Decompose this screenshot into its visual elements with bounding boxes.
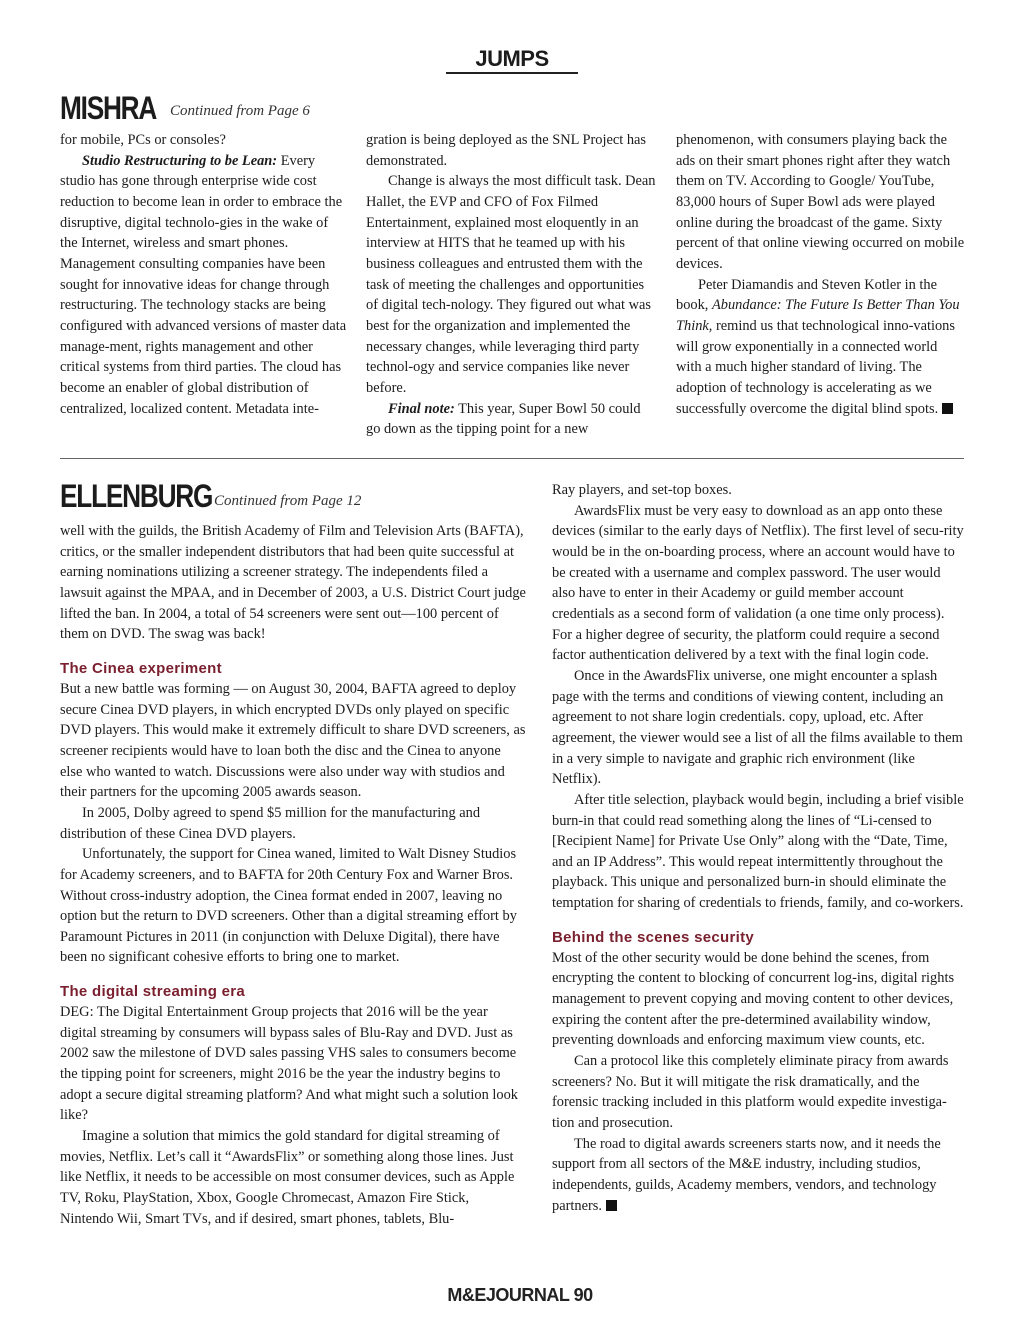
paragraph — [366, 399, 656, 440]
paragraph: In 2005, Dolby agreed to spend $5 million for the manufacturing and distribution of these Cinea DVD players. — [60, 804, 481, 842]
paragraph: gration is being deployed as the SNL Project has demonstrated. — [366, 132, 647, 169]
ellenburg-left-column — [60, 521, 526, 1229]
mishra-column-3 — [676, 130, 966, 419]
mishra-continued: Continued from Page 6 — [170, 103, 310, 119]
run-in-head: Final note: — [388, 400, 455, 417]
paragraph: AwardsFlix must be very easy to download as an app onto these devices (similar to the early days of Netflix). The first level of secu-rity would be in the on-boarding process, where an account would have to be created with a username and complex password. The user would also have to enter in their Academy or guild member account credentials as a second form of validation (a one time only process). For a higher degree of security, the platform could require a second factor authentication delivered by a text with the final login code. — [552, 502, 964, 664]
paragraph: Ray players, and set-top boxes. — [552, 482, 732, 498]
paragraph — [60, 151, 347, 420]
publication-name: M&EJOURNAL — [447, 1285, 570, 1305]
paragraph: Can a protocol like this completely eliminate piracy from awards screeners? No. But it will mitigate the risk dramatically, and the forensic tracking included in this platform would expedite investiga-tion and prosecution. — [552, 1053, 949, 1132]
mishra-column-2 — [366, 130, 656, 440]
mishra-heading: MISHRA — [60, 90, 157, 126]
section-divider — [60, 458, 964, 459]
run-in-head: Studio Restructuring to be Lean: — [82, 152, 278, 169]
subhead-cinea: The Cinea experiment — [60, 659, 222, 677]
paragraph: Change is always the most difficult task. Dean Hallet, the EVP and CFO of Fox Filmed Entertainment, explained most eloquently in an interview at HITS that he teamed up with his business colleagues and entrusted them with the task of meeting the challenges and opportunities of digital tech-nology. They figured out what was best for the organization and implemented the necessary changes, while leveraging third party technol-ogy and service companies like never before. — [366, 173, 656, 396]
mishra-column-1 — [60, 130, 347, 419]
paragraph: Most of the other security would be done behind the scenes, from encrypting the content to blocking of concurrent log-ins, digital rights management to prevent copying and moving content to other devices, expiring the content after the pre-determined availability window, preventing downloads and enforcing maximum view counts, etc. — [552, 949, 955, 1049]
paragraph-text: remind us that technological inno-vations will grow exponentially in a connected world with a much higher standard of living. The adoption of technology is accelerating as we successfully overcome the digital blind spots. — [676, 317, 955, 417]
paragraph: After title selection, playback would begin, including a brief visible burn-in that could read something along the lines of “Li-censed to [Recipient Name] for Private Use Only” along with the “Date, Time, and an IP Address”. This would repeat intermittently throughout the playback. This unique and personalized burn-in should eliminate the temptation for sharing of credentials to friends, family, and co-workers. — [552, 791, 964, 912]
section-label: JUMPS — [475, 46, 549, 71]
paragraph: Once in the AwardsFlix universe, one might encounter a splash page with the terms and conditions of viewing content, including an agreement to not share login credentials. copy, upload, etc. After agreement, the viewer would see a list of all the films available to them in a very simple to navigate and graphic rich environment (like Netflix). — [552, 667, 963, 788]
section-label-rule — [446, 72, 578, 74]
page-number: 90 — [573, 1285, 593, 1305]
paragraph: well with the guilds, the British Academy of Film and Television Arts (BAFTA), critics, or the smaller independent distributors that had been quite successful at earning nominations utilizing a screener strategy. The independents filed a lawsuit against the MPAA, and in December of 2003, a U.S. District Court judge lifted the ban. In 2004, a total of 54 screeners were sent out—100 percent of them on DVD. The swag was back! — [60, 523, 526, 643]
subhead-streaming: The digital streaming era — [60, 983, 246, 1001]
paragraph-text: Peter Diamandis and Steven Kotler in the book, — [676, 276, 937, 314]
paragraph — [552, 1134, 966, 1217]
ellenburg-heading: ELLENBURG — [60, 478, 213, 514]
paragraph: Unfortunately, the support for Cinea waned, limited to Walt Disney Studios for Academy screeners, and to BAFTA for 20th Century Fox and Warner Bros. Without cross-industry adoption, the Cinea format ended in 2007, leaving no option but the return to DVD screeners. Other than a digital streaming effort by Paramount Pictures in 2011 (in conjunction with Deluxe Digital), there have been no significant cohesive efforts to bring one to market. — [60, 846, 517, 966]
paragraph — [676, 275, 966, 420]
paragraph: DEG: The Digital Entertainment Group projects that 2016 will be the year digital streaming by consumers will bypass sales of Blu-Ray and DVD. Just as 2002 saw the milestone of DVD sales passing VHS sales to consumers become the tipping point for screeners, might 2016 be the year the industry begins to adopt a secure digital streaming platform? And what might such a solution look like? — [60, 1004, 519, 1124]
ellenburg-right-column — [552, 480, 966, 1216]
paragraph-text: The road to digital awards screeners starts now, and it needs the support from all sectors of the M&E industry, including studios, independents, guilds, Academy members, vendors, and technology partners. — [552, 1135, 941, 1214]
end-mark-icon — [942, 403, 953, 414]
paragraph-text: This year, Super Bowl 50 could go down as the tipping point for a new — [366, 400, 641, 438]
paragraph: But a new battle was forming — on August 30, 2004, BAFTA agreed to deploy secure Cinea DVD players, in which encrypted DVDs only played on specific DVD players. This would make it extremely difficult to share DVD screeners, as screener recipients would have to loan both the disc and the Cinea to anyone else who wanted to watch. Discussions were also under way with studios and their partners for the upcoming 2005 awards season. — [60, 680, 526, 801]
paragraph: phenomenon, with consumers playing back the ads on their smart phones right after they watch them on TV. According to Google/ YouTube, 83,000 hours of Super Bowl ads were played online during the broadcast of the game. Sixty percent of that online viewing occurred on mobile devices. — [676, 132, 965, 272]
book-title: Abundance: The Future Is Better Than You Think, — [676, 297, 960, 334]
end-mark-icon — [606, 1200, 617, 1211]
page-footer — [440, 1283, 600, 1307]
subhead-security: Behind the scenes security — [552, 928, 755, 946]
ellenburg-continued: Continued from Page 12 — [214, 493, 362, 509]
paragraph: for mobile, PCs or consoles? — [60, 132, 226, 148]
paragraph: Imagine a solution that mimics the gold standard for digital streaming of movies, Netflix. Let’s call it “AwardsFlix” or something along those lines. Just like Netflix, it needs to be accessible on most consumer devices, such as Apple TV, Roku, PlayStation, Xbox, Google Chromecast, Amazon Fire Stick, Nintendo Wii, Smart TVs, and if desired, smart phones, tablets, Blu- — [60, 1128, 515, 1227]
paragraph-text: Every studio has gone through enterprise wide cost reduction to become lean in order to embrace the disruptive, digital technolo-gies in the wake of the Internet, wireless and smart phones. Management consulting companies have been sought for innovative ideas for change through restructuring. The technology stacks are being configured with advanced versions of master data manage-ment, rights management and other critical systems from third parties. The cloud has become an enabler of global distribution of centralized, localized content. Metadata inte- — [60, 152, 347, 417]
